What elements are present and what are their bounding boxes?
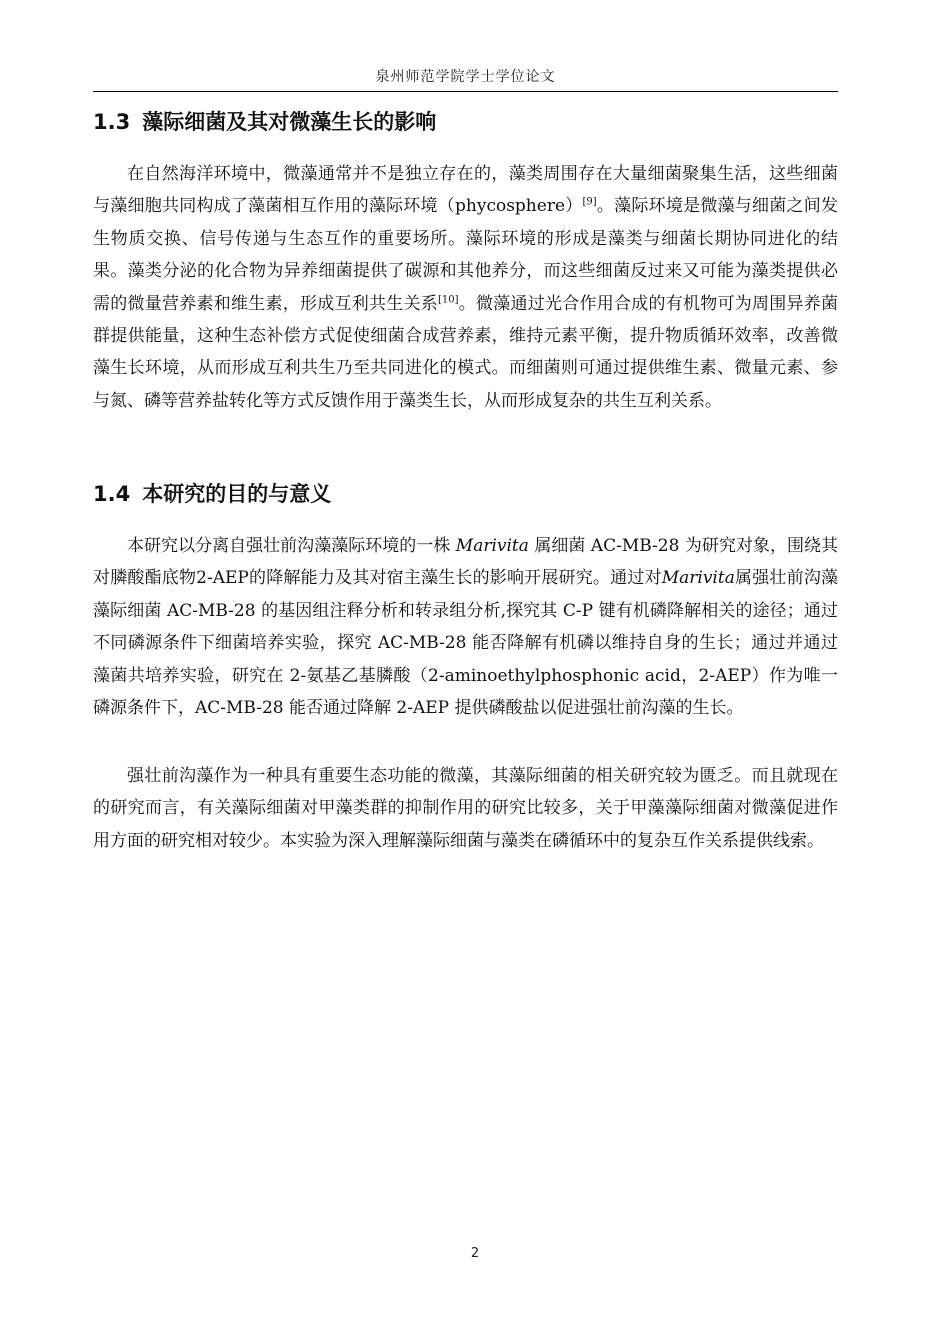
- paragraph-text: 。藻际环境是微藻与细菌之间发生物质交换、信号传递与生态互作的重要场所。藻际环境的形成是藻类与细菌长期协同进化的结果。藻类分泌的化合物为异养细菌提供了碳源和其他养分，而这些细菌反过来又可能为藻类提供必需的微量营养素和维生素，形成互利共生关系: [93, 196, 838, 314]
- genus-name: Marivita: [661, 568, 735, 589]
- section-heading-1-4: [93, 478, 838, 508]
- paragraph-text: 属细菌 AC-MB-28 为研究对象，围绕其对膦酸酯底物2-AEP的降解能力及其对宿主藻生长的影响开展研究。通过对: [93, 536, 838, 589]
- section-number: 1.4: [93, 482, 131, 506]
- paragraph-research-aim: [93, 530, 838, 724]
- paragraph-phycosphere: [93, 158, 838, 417]
- citation-ref: [9]: [582, 196, 597, 208]
- section-title: 本研究的目的与意义: [142, 482, 332, 506]
- section-number: 1.3: [93, 110, 131, 134]
- paragraph-text: 属强壮前沟藻藻际细菌 AC-MB-28 的基因组注释分析和转录组分析,探究其 C-P 键有机磷降解相关的途径；通过不同磷源条件下细菌培养实验，探究 AC-MB-28 能否降解有机磷以维持自身的生长；通过并通过藻菌共培养实验，研究在 2-氨基乙基膦酸（2-aminoethylphosphonic acid，2-AEP）作为唯一磷源条件下，AC-MB-28 能否通过降解 2-AEP 提供磷酸盐以促进强壮前沟藻的生长。: [93, 568, 839, 719]
- paragraph-text: 强壮前沟藻作为一种具有重要生态功能的微藻，其藻际细菌的相关研究较为匮乏。而且就现在的研究而言，有关藻际细菌对甲藻类群的抑制作用的研究比较多，关于甲藻藻际细菌对微藻促进作用方面的研究相对较少。本实验为深入理解藻际细菌与藻类在磷循环中的复杂互作关系提供线索。: [93, 766, 838, 851]
- paragraph-significance: [93, 760, 838, 857]
- genus-name: Marivita: [455, 536, 529, 556]
- page-number: 2: [470, 1246, 480, 1261]
- paragraph-text: 本研究以分离自强壮前沟藻藻际环境的一株: [127, 536, 456, 556]
- header-rule: [93, 91, 838, 92]
- citation-ref: [10]: [437, 293, 459, 305]
- paragraph-text: 在自然海洋环境中，微藻通常并不是独立存在的，藻类周围存在大量细菌聚集生活，这些细菌与藻细胞共同构成了藻菌相互作用的藻际环境（phycosphere）: [93, 164, 838, 217]
- section-title: 藻际细菌及其对微藻生长的影响: [142, 110, 437, 134]
- paragraph-text: 。微藻通过光合作用合成的有机物可为周围异养菌群提供能量，这种生态补偿方式促使细菌合成营养素，维持元素平衡，提升物质循环效率，改善微藻生长环境，从而形成互利共生乃至共同进化的模式。而细菌则可通过提供维生素、微量元素、参与氮、磷等营养盐转化等方式反馈作用于藻类生长，从而形成复杂的共生互利关系。: [93, 293, 838, 411]
- running-header: 泉州师范学院学士学位论文: [375, 69, 556, 85]
- section-heading-1-3: [93, 106, 838, 136]
